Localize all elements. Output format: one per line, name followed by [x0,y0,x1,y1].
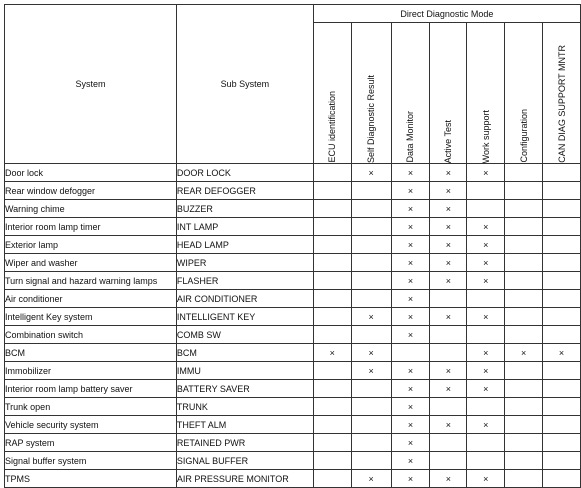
empty-cell [351,182,391,200]
subsystem-cell: BATTERY SAVER [176,380,313,398]
empty-cell [313,452,351,470]
empty-cell [313,362,351,380]
empty-cell [430,290,467,308]
subsystem-column-header: Sub System [176,5,313,164]
empty-cell [505,326,543,344]
supported-mark-cell: × [430,272,467,290]
empty-cell [505,182,543,200]
empty-cell [467,398,505,416]
empty-cell [467,200,505,218]
supported-mark-cell: × [467,308,505,326]
supported-mark-cell: × [391,236,430,254]
supported-mark-cell: × [391,362,430,380]
supported-mark-cell: × [391,200,430,218]
empty-cell [467,434,505,452]
system-cell: Vehicle security system [5,416,177,434]
empty-cell [543,200,581,218]
subsystem-cell: DOOR LOCK [176,164,313,182]
empty-cell [313,470,351,488]
table-row [5,434,581,452]
empty-cell [313,308,351,326]
empty-cell [505,236,543,254]
empty-cell [543,416,581,434]
empty-cell [543,254,581,272]
subsystem-cell: HEAD LAMP [176,236,313,254]
supported-mark-cell: × [391,272,430,290]
system-cell: Trunk open [5,398,177,416]
empty-cell [430,452,467,470]
empty-cell [505,362,543,380]
empty-cell [543,272,581,290]
table-row [5,398,581,416]
empty-cell [505,434,543,452]
table-row [5,380,581,398]
empty-cell [467,290,505,308]
table-row [5,218,581,236]
empty-cell [351,380,391,398]
empty-cell [505,290,543,308]
empty-cell [505,254,543,272]
system-cell: RAP system [5,434,177,452]
subsystem-cell: COMB SW [176,326,313,344]
empty-cell [430,326,467,344]
supported-mark-cell: × [391,308,430,326]
table-row [5,362,581,380]
empty-cell [467,326,505,344]
supported-mark-cell: × [351,308,391,326]
empty-cell [505,398,543,416]
system-cell: Combination switch [5,326,177,344]
empty-cell [543,308,581,326]
empty-cell [313,182,351,200]
empty-cell [505,164,543,182]
subsystem-cell: AIR PRESSURE MONITOR [176,470,313,488]
empty-cell [351,434,391,452]
supported-mark-cell: × [430,236,467,254]
supported-mark-cell: × [391,452,430,470]
empty-cell [313,380,351,398]
supported-mark-cell: × [351,470,391,488]
empty-cell [391,344,430,362]
empty-cell [351,452,391,470]
table-row [5,326,581,344]
empty-cell [505,308,543,326]
table-row [5,416,581,434]
direct-diagnostic-mode-header: Direct Diagnostic Mode [313,5,580,23]
subsystem-cell: INTELLIGENT KEY [176,308,313,326]
empty-cell [351,416,391,434]
subsystem-cell: WIPER [176,254,313,272]
empty-cell [543,434,581,452]
empty-cell [467,452,505,470]
supported-mark-cell: × [391,182,430,200]
supported-mark-cell: × [430,380,467,398]
empty-cell [505,200,543,218]
system-cell: Exterior lamp [5,236,177,254]
supported-mark-cell: × [391,254,430,272]
supported-mark-cell: × [391,218,430,236]
supported-mark-cell: × [467,164,505,182]
supported-mark-cell: × [430,164,467,182]
subsystem-cell: INT LAMP [176,218,313,236]
empty-cell [313,398,351,416]
empty-cell [313,200,351,218]
subsystem-cell: BUZZER [176,200,313,218]
mode-header-ecu-identification: ECU identification [313,23,351,164]
empty-cell [313,326,351,344]
system-cell: BCM [5,344,177,362]
mode-header-configuration: Configuration [505,23,543,164]
empty-cell [543,362,581,380]
empty-cell [313,218,351,236]
table-row [5,470,581,488]
empty-cell [351,200,391,218]
empty-cell [430,344,467,362]
system-cell: Interior room lamp timer [5,218,177,236]
empty-cell [505,452,543,470]
table-body [5,164,581,488]
subsystem-cell: THEFT ALM [176,416,313,434]
supported-mark-cell: × [467,254,505,272]
empty-cell [505,218,543,236]
table-row [5,182,581,200]
supported-mark-cell: × [391,398,430,416]
empty-cell [543,236,581,254]
empty-cell [543,290,581,308]
subsystem-cell: AIR CONDITIONER [176,290,313,308]
empty-cell [467,182,505,200]
empty-cell [505,416,543,434]
supported-mark-cell: × [430,308,467,326]
empty-cell [351,218,391,236]
subsystem-cell: TRUNK [176,398,313,416]
subsystem-cell: REAR DEFOGGER [176,182,313,200]
empty-cell [543,398,581,416]
supported-mark-cell: × [467,380,505,398]
system-column-header: System [5,5,177,164]
empty-cell [351,236,391,254]
system-cell: Wiper and washer [5,254,177,272]
system-cell: Air conditioner [5,290,177,308]
system-cell: Rear window defogger [5,182,177,200]
table-row [5,344,581,362]
empty-cell [351,254,391,272]
system-cell: Signal buffer system [5,452,177,470]
table-row [5,254,581,272]
mode-header-work-support: Work support [467,23,505,164]
supported-mark-cell: × [430,218,467,236]
empty-cell [313,434,351,452]
subsystem-cell: IMMU [176,362,313,380]
supported-mark-cell: × [430,470,467,488]
system-cell: Warning chime [5,200,177,218]
supported-mark-cell: × [430,254,467,272]
table-row [5,164,581,182]
empty-cell [543,452,581,470]
supported-mark-cell: × [430,200,467,218]
mode-header-can-diag-support-mntr: CAN DIAG SUPPORT MNTR [543,23,581,164]
system-cell: Immobilizer [5,362,177,380]
system-cell: Intelligent Key system [5,308,177,326]
system-cell: TPMS [5,470,177,488]
subsystem-cell: SIGNAL BUFFER [176,452,313,470]
empty-cell [351,290,391,308]
empty-cell [505,272,543,290]
diagnostic-mode-table [4,4,581,488]
supported-mark-cell: × [391,434,430,452]
supported-mark-cell: × [351,344,391,362]
system-cell: Interior room lamp battery saver [5,380,177,398]
subsystem-cell: BCM [176,344,313,362]
empty-cell [543,164,581,182]
supported-mark-cell: × [505,344,543,362]
supported-mark-cell: × [313,344,351,362]
empty-cell [543,182,581,200]
table-row [5,308,581,326]
table-row [5,272,581,290]
supported-mark-cell: × [391,380,430,398]
supported-mark-cell: × [467,470,505,488]
supported-mark-cell: × [467,344,505,362]
subsystem-cell: FLASHER [176,272,313,290]
empty-cell [351,326,391,344]
table-row [5,200,581,218]
empty-cell [543,470,581,488]
subsystem-cell: RETAINED PWR [176,434,313,452]
supported-mark-cell: × [430,362,467,380]
system-cell: Door lock [5,164,177,182]
supported-mark-cell: × [430,182,467,200]
mode-header-active-test: Active Test [430,23,467,164]
supported-mark-cell: × [351,362,391,380]
mode-header-self-diagnostic-result: Self Diagnostic Result [351,23,391,164]
empty-cell [313,236,351,254]
empty-cell [313,416,351,434]
supported-mark-cell: × [351,164,391,182]
table-row [5,290,581,308]
supported-mark-cell: × [391,164,430,182]
system-cell: Turn signal and hazard warning lamps [5,272,177,290]
mode-header-data-monitor: Data Monitor [391,23,430,164]
empty-cell [313,254,351,272]
table-row [5,236,581,254]
empty-cell [543,326,581,344]
supported-mark-cell: × [467,272,505,290]
table-row [5,452,581,470]
empty-cell [351,398,391,416]
empty-cell [430,434,467,452]
empty-cell [505,380,543,398]
supported-mark-cell: × [467,416,505,434]
supported-mark-cell: × [391,326,430,344]
supported-mark-cell: × [391,416,430,434]
empty-cell [543,380,581,398]
empty-cell [543,218,581,236]
empty-cell [430,398,467,416]
empty-cell [313,290,351,308]
supported-mark-cell: × [391,290,430,308]
empty-cell [505,470,543,488]
supported-mark-cell: × [467,218,505,236]
empty-cell [351,272,391,290]
supported-mark-cell: × [467,236,505,254]
supported-mark-cell: × [391,470,430,488]
supported-mark-cell: × [430,416,467,434]
supported-mark-cell: × [467,362,505,380]
supported-mark-cell: × [543,344,581,362]
empty-cell [313,164,351,182]
empty-cell [313,272,351,290]
